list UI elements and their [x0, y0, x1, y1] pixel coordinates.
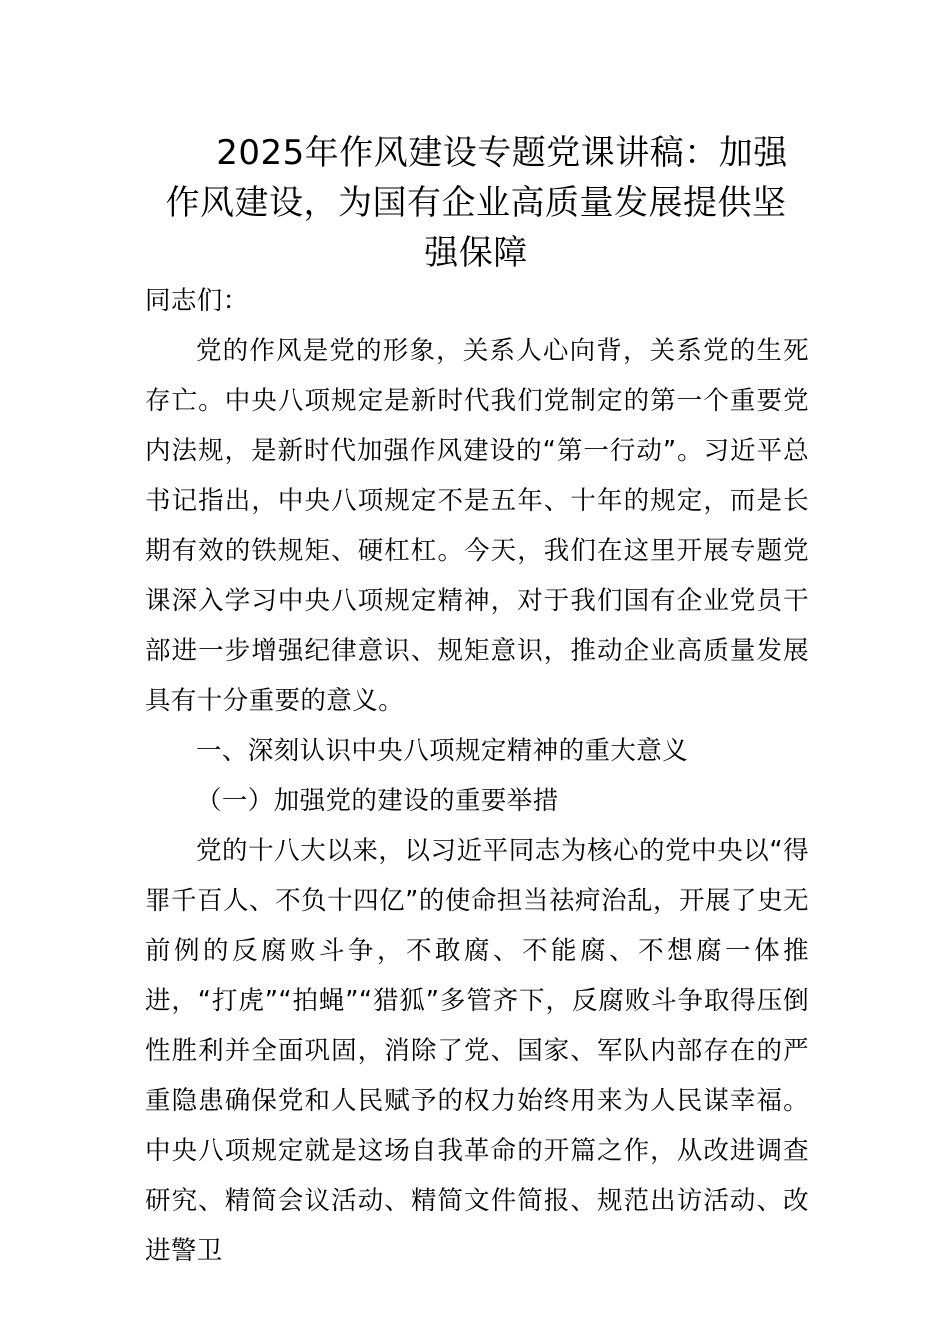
paragraph-intro: 党的作风是党的形象，关系人心向背，关系党的生死存亡。中央八项规定是新时代我们党制定的第一个重要党内法规，是新时代加强作风建设的“第一行动”。习近平总书记指出，中央八项规定不是五年、十年的规定，而是长期有效的铁规矩、硬杠杠。今天，我们在这里开展专题党课深入学习中央八项规定精神，对于我们国有企业党员干部进一步增强纪律意识、规矩意识，推动企业高质量发展具有十分重要的意义。 — [145, 336, 809, 716]
document-title — [145, 128, 807, 278]
section-heading: 一、深刻认识中央八项规定精神的重大意义 — [196, 736, 689, 766]
subsection-heading: （一）加强党的建设的重要举措 — [196, 786, 559, 816]
title-line-2: 作风建设，为国有企业高质量发展提供坚 — [165, 183, 787, 223]
document-body — [145, 276, 809, 1276]
salutation: 同志们： — [145, 286, 249, 316]
title-line-3: 强保障 — [424, 233, 528, 273]
paragraph-body: 党的十八大以来，以习近平同志为核心的党中央以“得罪千百人、不负十四亿”的使命担当祛疴治乱，开展了史无前例的反腐败斗争，不敢腐、不能腐、不想腐一体推进，“打虎”“拍蝇”“猎狐”多管齐下，反腐败斗争取得压倒性胜利并全面巩固，消除了党、国家、军队内部存在的严重隐患确保党和人民赋予的权力始终用来为人民谋幸福。中央八项规定就是这场自我革命的开篇之作，从改进调查研究、精简会议活动、精简文件简报、规范出访活动、改进警卫 — [145, 836, 809, 1266]
title-line-1: 2025年作风建设专题党课讲稿：加强 — [216, 133, 788, 173]
